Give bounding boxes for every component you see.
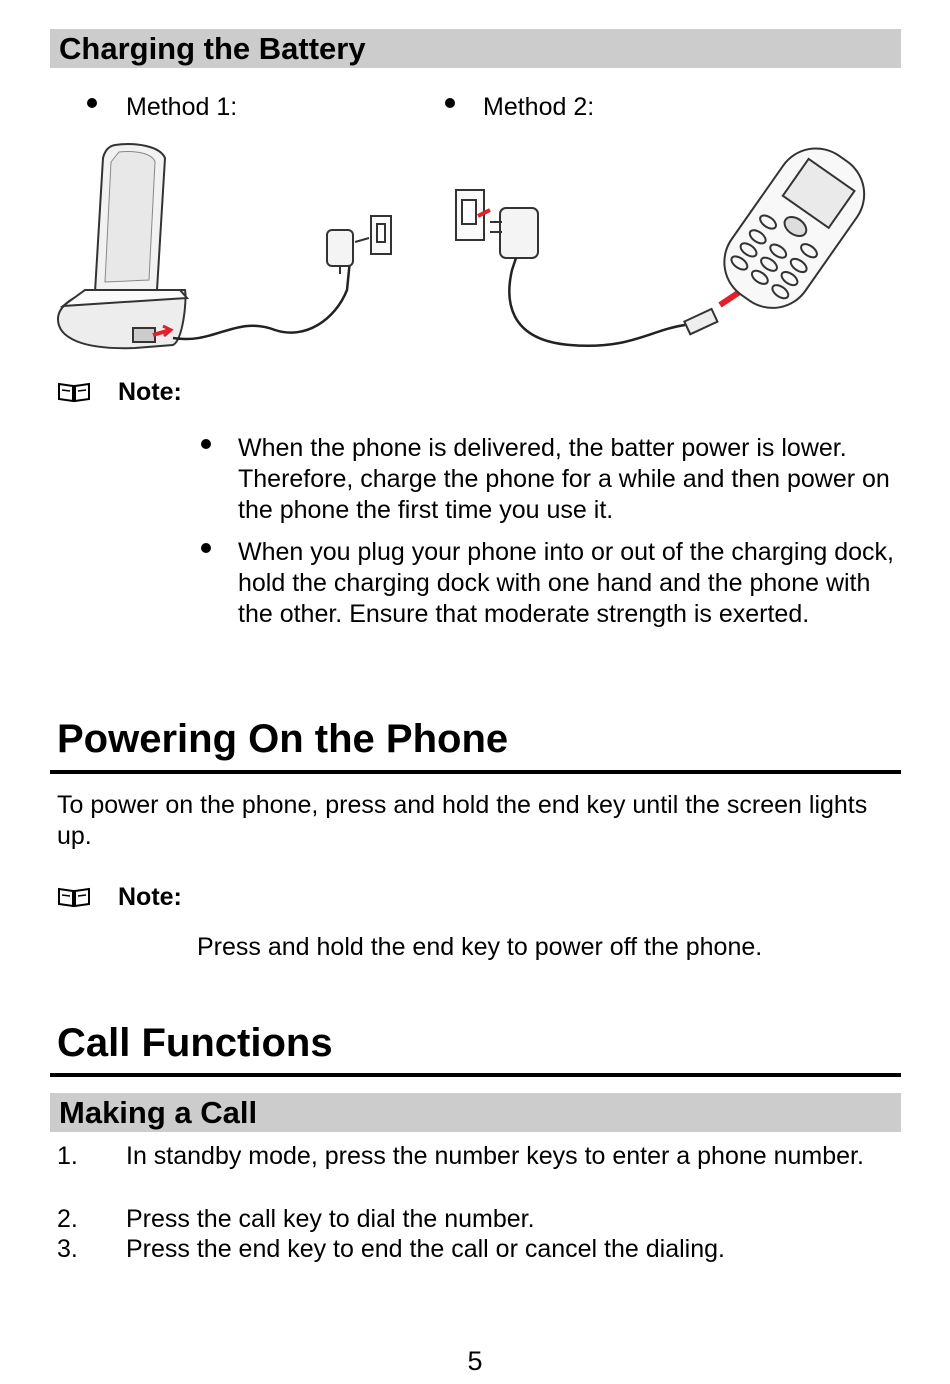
bullet <box>201 543 211 553</box>
section-heading-charging: Charging the Battery <box>50 29 901 68</box>
note-label: Note: <box>118 883 182 911</box>
step-text: Press the end key to end the call or cancel the dialing. <box>126 1235 725 1263</box>
book-icon <box>57 886 91 908</box>
subsection-heading-making-call: Making a Call <box>50 1093 901 1132</box>
step-text: Press the call key to dial the number. <box>126 1205 535 1233</box>
book-icon <box>57 381 91 403</box>
charging-dock-illustration <box>55 140 400 355</box>
powering-body: To power on the phone, press and hold the end key until the screen lights up. <box>57 791 868 850</box>
note-label: Note: <box>118 378 182 406</box>
heading-rule <box>50 1073 901 1077</box>
section-heading-powering: Powering On the Phone <box>57 717 509 761</box>
charging-dock-icon <box>58 144 391 348</box>
section-heading-call-functions: Call Functions <box>57 1021 333 1065</box>
bullet <box>87 98 97 108</box>
page-number: 5 <box>467 1346 483 1376</box>
method-1-label: Method 1: <box>126 93 238 121</box>
charger-phone-icon <box>456 140 880 346</box>
phone-charger-illustration <box>450 140 890 355</box>
step-number: 1. <box>57 1142 78 1170</box>
bullet <box>201 439 211 449</box>
powering-note-text: Press and hold the end key to power off the phone. <box>197 933 763 961</box>
bullet <box>445 98 455 108</box>
step-number: 3. <box>57 1235 78 1263</box>
heading-rule <box>50 770 901 774</box>
step-text: In standby mode, press the number keys to enter a phone number. <box>126 1142 864 1170</box>
note-item-delivery: When the phone is delivered, the batter power is lower. Therefore, charge the phone for a while and then power on the phone the first time you use it. <box>238 434 890 524</box>
note-item-dock: When you plug your phone into or out of the charging dock, hold the charging dock with one hand and the phone with the other. Ensure that moderate strength is exerted. <box>238 538 894 628</box>
step-number: 2. <box>57 1205 78 1233</box>
method-2-label: Method 2: <box>483 93 595 121</box>
